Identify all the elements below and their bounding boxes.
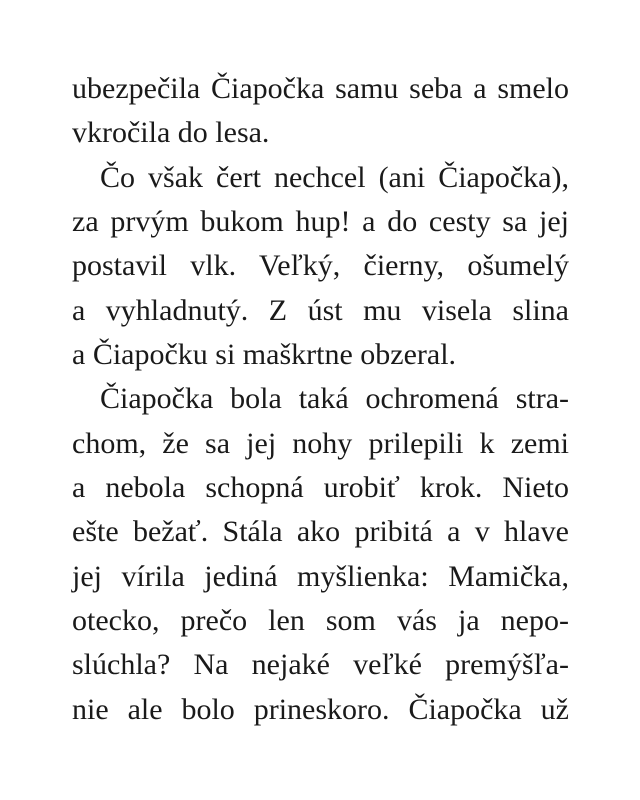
text-line: nie ale bolo prineskoro. Čiapočka už xyxy=(72,693,569,726)
text-line: ubezpečila Čiapočka samu seba a smelo xyxy=(72,72,569,105)
text-line: Čiapočka bola taká ochromená stra- xyxy=(100,382,569,415)
text-line: za prvým bukom hup! a do cesty sa jej xyxy=(72,205,569,238)
text-line: slúchla? Na nejaké veľké premýšľa- xyxy=(72,648,569,681)
text-line: postavil vlk. Veľký, čierny, ošumelý xyxy=(72,249,569,282)
text-line: Čo však čert nechcel (ani Čiapočka), xyxy=(100,161,569,194)
text-line: a vyhladnutý. Z úst mu visela slina xyxy=(72,294,569,327)
text-line: otecko, prečo len som vás ja nepo- xyxy=(72,604,569,637)
text-line: vkročila do lesa. xyxy=(72,116,270,149)
text-line: a nebola schopná urobiť krok. Nieto xyxy=(72,471,569,504)
text-line: a Čiapočku si maškrtne obzeral. xyxy=(72,338,457,371)
book-page xyxy=(72,0,569,800)
text-line: chom, že sa jej nohy prilepili k zemi xyxy=(72,427,569,460)
text-line: ešte bežať. Stála ako pribitá a v hlave xyxy=(72,515,569,548)
text-line: jej vírila jediná myšlienka: Mamička, xyxy=(72,560,569,593)
